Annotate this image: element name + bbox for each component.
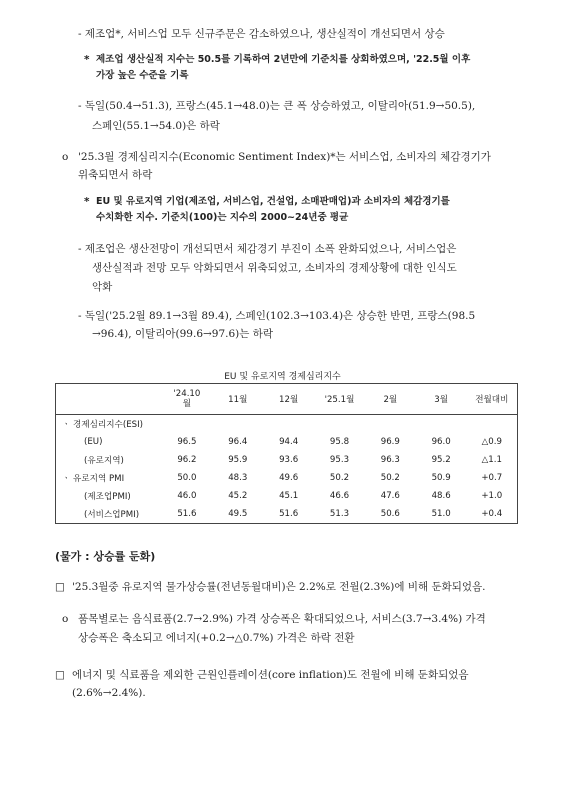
table-cell: +0.4 (467, 505, 518, 524)
table-cell: 93.6 (279, 455, 299, 465)
bullet-country-esi-line1: - 독일('25.2월 89.1→3월 89.4), 스페인(102.3→103.4)은 상승한 반면, 프랑스(98.5 (78, 310, 476, 322)
table-header-cell: 3월 (416, 384, 467, 415)
table-cell: 95.3 (329, 455, 350, 465)
footnote-star: * (84, 54, 90, 66)
table-row (56, 451, 518, 469)
inflation-summary: '25.3월중 유로지역 물가상승률(전년동월대비)은 2.2%로 전월(2.3%)에 비해 둔화되었음. (72, 581, 486, 593)
table-cell: 46.0 (177, 491, 197, 501)
table-cell: (서비스업PMI) (56, 505, 162, 524)
esi-pmi-table (55, 383, 518, 524)
bullet-sector-line2: 생산실적과 전망 모두 악화되면서 위축되었고, 소비자의 경제상황에 대한 인식도 (92, 262, 457, 274)
table-cell: 50.0 (177, 473, 197, 483)
table-header-cell: 전월대비 (467, 384, 518, 415)
table-cell: 95.2 (431, 455, 451, 465)
table-cell: 95.8 (329, 437, 350, 447)
bullet-sector-line1: - 제조업은 생산전망이 개선되면서 체감경기 부진이 소폭 완화되었으나, 서비스업은 (78, 243, 457, 255)
table-cell: 51.0 (416, 505, 467, 524)
table-header-cell: 12월 (263, 384, 314, 415)
core-inflation-line1: 에너지 및 식료품을 제외한 근원인플레이션(core inflation)도 전월에 비해 둔화되었음 (72, 669, 469, 681)
table-row (56, 505, 518, 524)
table-cell: 50.9 (431, 473, 451, 483)
table-cell: 96.3 (380, 455, 400, 465)
inflation-items-line1: 품목별로는 음식료품(2.7→2.9%) 가격 상승폭은 확대되었으나, 서비스(3.7→3.4%) 가격 (78, 613, 486, 625)
circle-bullet-marker: o (62, 613, 69, 625)
footnote-star: * (84, 196, 90, 208)
table-cell: △0.9 (481, 437, 502, 447)
inflation-items-line2: 상승폭은 축소되고 에너지(+0.2→△0.7%) 가격은 하락 전환 (78, 632, 355, 644)
circle-bullet-marker: o (62, 151, 69, 163)
table-cell: 51.6 (161, 505, 212, 524)
bullet-country-pmi-line1: - 독일(50.4→51.3), 프랑스(45.1→48.0)는 큰 폭 상승하였고, 이탈리아(51.9→50.5), (78, 100, 476, 112)
table-row (56, 433, 518, 451)
table-cell: 96.0 (431, 437, 451, 447)
table-cell: 96.9 (380, 437, 400, 447)
table-cell: (제조업PMI) (84, 492, 131, 502)
table-cell: 51.3 (314, 505, 365, 524)
section-title-prices: (물가 : 상승률 둔화) (55, 550, 156, 563)
table-header-row (56, 384, 518, 415)
table-cell: ㆍ 유로지역 PMI (62, 474, 125, 484)
table-cell: 51.6 (263, 505, 314, 524)
table-cell (212, 415, 263, 434)
table-cell: 96.2 (177, 455, 197, 465)
footnote-esi-line1: EU 및 유로지역 기업(제조업, 서비스업, 건설업, 소매판매업)과 소비자의 체감경기를 (96, 196, 450, 207)
bullet-country-pmi-line2: 스페인(55.1→54.0)은 하락 (92, 120, 220, 132)
bullet-manufacturing-services: - 제조업*, 서비스업 모두 신규주문은 감소하였으나, 생산실적이 개선되면서 상승 (78, 28, 445, 40)
table-cell: 50.2 (329, 473, 350, 483)
table-cell: △1.1 (481, 455, 502, 465)
square-bullet-marker: □ (55, 581, 65, 593)
table-cell: 95.9 (228, 455, 248, 465)
table-cell: 50.2 (380, 473, 400, 483)
table-cell (161, 415, 212, 434)
table-cell: 94.4 (279, 437, 299, 447)
table-cell (416, 415, 467, 434)
esi-paragraph-line1: '25.3월 경제심리지수(Economic Sentiment Index)*는 서비스업, 소비자의 체감경기가 (78, 151, 491, 163)
table-header-cell: '25.1월 (314, 384, 365, 415)
core-inflation-line2: (2.6%→2.4%). (72, 687, 146, 699)
table-cell: 46.6 (329, 491, 350, 501)
table-cell (365, 415, 416, 434)
table-cell: ㆍ 경제심리지수(ESI) (62, 420, 143, 430)
table-cell: 49.6 (279, 473, 299, 483)
esi-paragraph-line2: 위축되면서 하락 (78, 169, 153, 181)
table-header-cell (56, 384, 162, 415)
table-cell: (EU) (84, 437, 103, 447)
table-row (56, 469, 518, 487)
table-cell: 96.5 (177, 437, 197, 447)
bullet-sector-line3: 악화 (92, 281, 113, 293)
table-header-cell: 11월 (212, 384, 263, 415)
table-caption: EU 및 유로지역 경제심리지수 (224, 372, 341, 382)
table-cell: +1.0 (481, 491, 503, 501)
footnote-esi-line2: 수치화한 지수. 기준치(100)는 지수의 2000~24년중 평균 (96, 212, 349, 223)
table-header-cell: '24.10월 (161, 384, 212, 415)
footnote-manufacturing-line2: 가장 높은 수준을 기록 (96, 70, 189, 81)
table-cell (314, 415, 365, 434)
table-row (56, 487, 518, 505)
table-cell: +0.7 (481, 473, 503, 483)
table-cell: 47.6 (380, 491, 400, 501)
table-cell: 45.2 (228, 491, 248, 501)
table-cell: 45.1 (279, 491, 299, 501)
table-cell: 50.6 (365, 505, 416, 524)
table-cell (263, 415, 314, 434)
footnote-manufacturing-line1: 제조업 생산실적 지수는 50.5를 기록하여 2년만에 기준치를 상회하였으며, '22.5월 이후 (96, 54, 471, 65)
table-cell: 49.5 (212, 505, 263, 524)
bullet-country-esi-line2: →96.4), 이탈리아(99.6→97.6)는 하락 (92, 328, 274, 340)
table-cell: 48.6 (431, 491, 451, 501)
table-cell: 48.3 (228, 473, 248, 483)
table-row (56, 415, 518, 434)
square-bullet-marker: □ (55, 669, 65, 681)
table-cell: 96.4 (228, 437, 248, 447)
table-cell (467, 415, 518, 434)
table-header-cell: 2월 (365, 384, 416, 415)
table-cell: (유로지역) (84, 456, 124, 466)
